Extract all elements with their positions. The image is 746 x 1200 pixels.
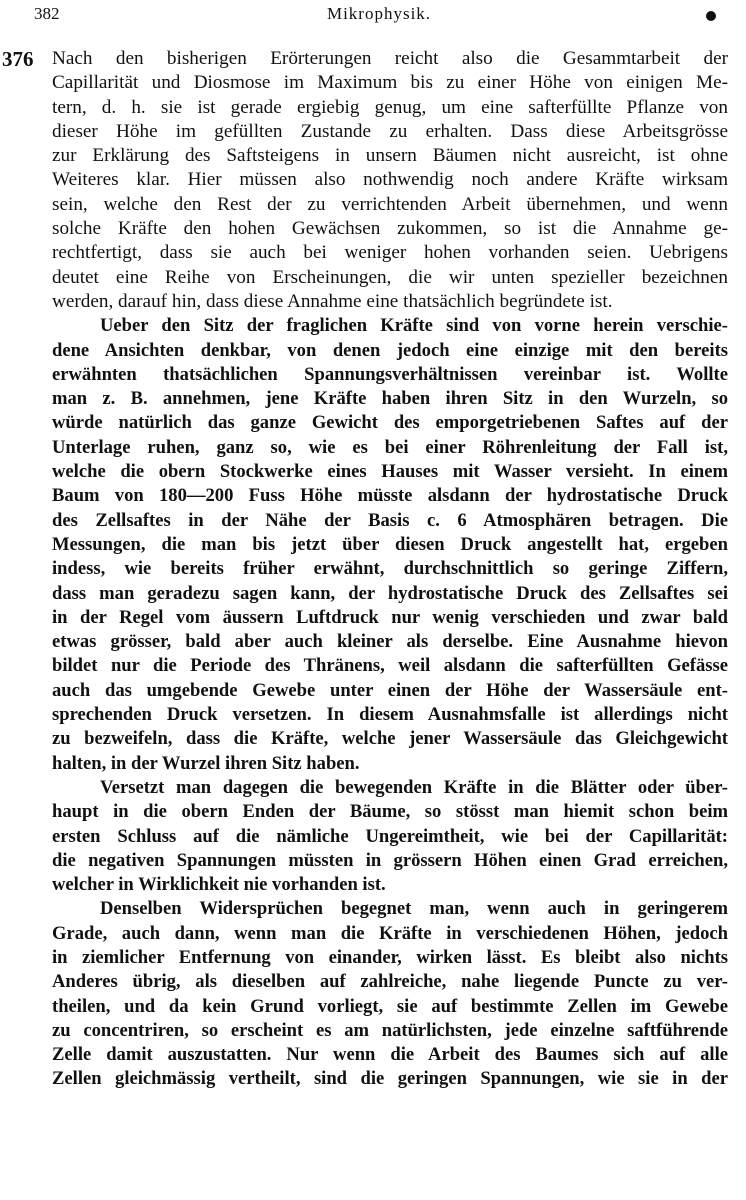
text-line: auch das umgebende Gewebe unter einen der Höhe der Wassersäule ent- xyxy=(52,679,728,701)
text-line: Unterlage ruhen, ganz so, wie es bei einer Röhrenleitung der Fall ist, xyxy=(52,436,728,458)
text-line: Nach den bisherigen Erörterungen reicht also die Gesammtarbeit der xyxy=(52,48,728,69)
text-line: tern, d. h. sie ist gerade ergiebig genug, um eine safterfüllte Pflanze von xyxy=(52,96,728,118)
text-line: würde natürlich das ganze Gewicht des emporgetriebenen Saftes auf der xyxy=(52,412,728,434)
text-line: dene Ansichten denkbar, von denen jedoch eine einzige mit den bereits xyxy=(52,339,728,361)
text-line: werden, darauf hin, dass diese Annahme eine thatsächlich begründete ist. xyxy=(52,290,613,312)
text-line: Baum von 180—200 Fuss Höhe müsste alsdann der hydrostatische Druck xyxy=(52,485,728,507)
running-title: Mikrophysik. xyxy=(326,4,432,23)
text-line: halten, in der Wurzel ihren Sitz haben. xyxy=(52,752,360,774)
text-line: in ziemlicher Entfernung von einander, wirken lässt. Es bleibt also nichts xyxy=(52,946,728,968)
paragraph xyxy=(52,47,728,314)
text-line: indess, wie bereits früher erwähnt, durchschnittlich so geringe Ziffern, xyxy=(52,558,728,580)
text-line: man z. B. annehmen, jene Kräfte haben ihren Sitz in den Wurzeln, so xyxy=(52,388,728,410)
text-line: Zelle damit auszustatten. Nur wenn die Arbeit des Baumes sich auf alle xyxy=(52,1044,728,1066)
text-line: Ueber den Sitz der fraglichen Kräfte sind von vorne herein verschie- xyxy=(100,315,728,337)
text-line: dass man geradezu sagen kann, der hydrostatische Druck des Zellsaftes sei xyxy=(52,582,728,604)
ink-dot xyxy=(706,11,716,21)
text-line: zur Erklärung des Saftsteigens in unsern Bäumen nicht ausreicht, ist ohne xyxy=(52,145,728,167)
text-line: zu bezweifeln, dass die Kräfte, welche jener Wassersäule das Gleichgewicht xyxy=(52,728,728,750)
text-line: welche die obern Stockwerke eines Hauses mit Wasser versieht. In einem xyxy=(52,461,728,483)
text-line: solche Kräfte den hohen Gewächsen zukommen, so ist die Annahme ge- xyxy=(52,218,728,240)
text-line: des Zellsaftes in der Nähe der Basis c. 6 Atmosphären betragen. Die xyxy=(52,509,728,531)
text-line: dieser Höhe im gefüllten Zustande zu erhalten. Dass diese Arbeitsgrösse xyxy=(52,120,728,142)
text-line: etwas grösser, bald aber auch kleiner als derselbe. Eine Ausnahme hievon xyxy=(52,631,728,653)
text-line: Zellen gleichmässig vertheilt, sind die geringen Spannungen, wie sie in der xyxy=(52,1068,728,1090)
text-line: theilen, und da kein Grund vorliegt, sie auf bestimmte Zellen im Gewebe xyxy=(52,995,728,1017)
text-line: Capillarität und Diosmose im Maximum bis zu einer Höhe von einigen Me- xyxy=(52,72,728,94)
text-line: erwähnten thatsächlichen Spannungsverhältnissen vereinbar ist. Wollte xyxy=(52,363,728,385)
paragraph xyxy=(52,776,728,897)
text-line: deutet eine Reihe von Erscheinungen, die wir unten spezieller bezeichnen xyxy=(52,266,728,288)
text-body xyxy=(52,47,728,1092)
text-line: rechtfertigt, dass sie auch bei weniger hohen vorhanden seien. Uebrigens xyxy=(52,242,728,264)
section-margin-number: 376 xyxy=(2,47,34,71)
text-line: zu concentriren, so erscheint es am natürlichsten, jede einzelne saftführende xyxy=(52,1019,728,1041)
text-line: ersten Schluss auf die nämliche Ungereimtheit, wie bei der Capillarität: xyxy=(52,825,728,847)
page-number: 382 xyxy=(34,4,60,23)
text-line: bildet nur die Periode des Thränens, weil alsdann die safterfüllten Gefässe xyxy=(52,655,728,677)
text-line: haupt in die obern Enden der Bäume, so stösst man hiemit schon beim xyxy=(52,801,728,823)
text-line: Versetzt man dagegen die bewegenden Kräfte in die Blätter oder über- xyxy=(100,776,728,798)
text-line: Weiteres klar. Hier müssen also nothwendig noch andere Kräfte wirksam xyxy=(52,169,728,191)
page-header xyxy=(34,4,724,28)
text-line: Messungen, die man bis jetzt über diesen Druck angestellt hat, ergeben xyxy=(52,533,728,555)
text-line: Grade, auch dann, wenn man die Kräfte in verschiedenen Höhen, jedoch xyxy=(52,922,728,944)
text-line: in der Regel vom äussern Luftdruck nur wenig verschieden und zwar bald xyxy=(52,606,728,628)
paragraph xyxy=(52,314,728,776)
text-line: sein, welche den Rest der zu verrichtenden Arbeit übernehmen, und wenn xyxy=(52,193,728,215)
text-line: Anderes übrig, als dieselben auf zahlreiche, nahe liegende Puncte zu ver- xyxy=(52,971,728,993)
paragraph xyxy=(52,897,728,1091)
text-line: Denselben Widersprüchen begegnet man, wenn auch in geringerem xyxy=(100,898,728,920)
text-line: die negativen Spannungen müssten in grössern Höhen einen Grad erreichen, xyxy=(52,849,728,871)
text-line: welcher in Wirklichkeit nie vorhanden ist. xyxy=(52,874,386,896)
text-line: sprechenden Druck versetzen. In diesem Ausnahmsfalle ist allerdings nicht xyxy=(52,704,728,726)
